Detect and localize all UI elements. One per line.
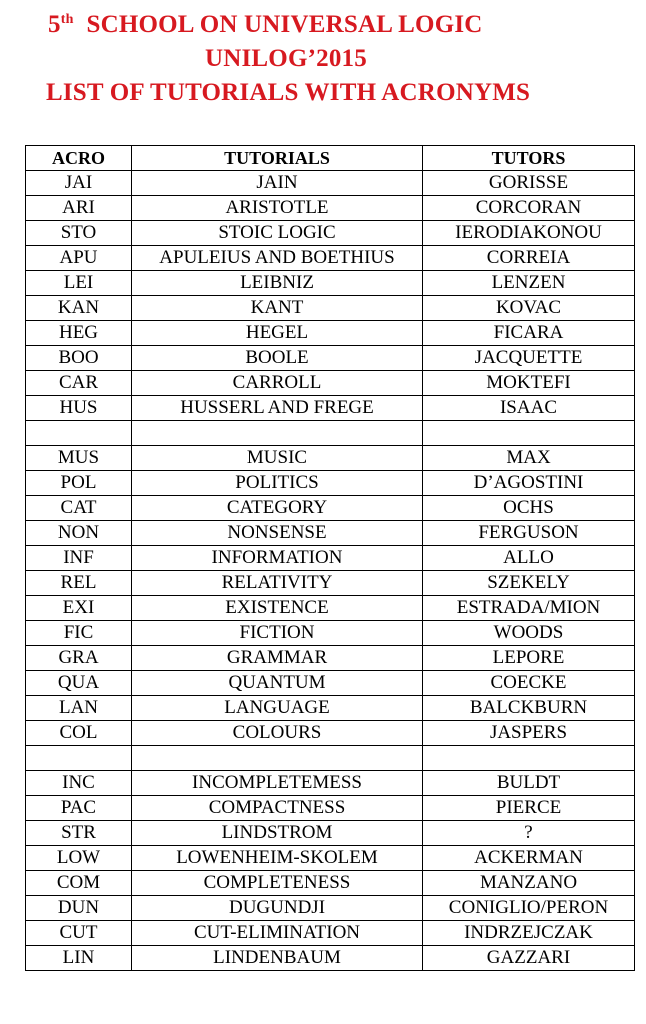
table-row xyxy=(26,771,635,796)
header-acro: ACRO xyxy=(26,146,132,171)
table-row xyxy=(26,296,635,321)
cell-acro: LAN xyxy=(26,696,132,721)
cell-tutor: CORCORAN xyxy=(423,196,635,221)
table-row xyxy=(26,421,635,446)
tutorials-table xyxy=(25,145,635,971)
title-ordinal-suffix: th xyxy=(60,12,74,27)
cell-acro: BOO xyxy=(26,346,132,371)
table-row xyxy=(26,471,635,496)
header-tutors: TUTORS xyxy=(423,146,635,171)
cell-tutorial: GRAMMAR xyxy=(132,646,423,671)
cell-acro: FIC xyxy=(26,621,132,646)
cell-tutor: INDRZEJCZAK xyxy=(423,921,635,946)
cell-tutorial: MUSIC xyxy=(132,446,423,471)
cell-acro: STO xyxy=(26,221,132,246)
cell-tutorial: LINDENBAUM xyxy=(132,946,423,971)
cell-tutor: MOKTEFI xyxy=(423,371,635,396)
table-row xyxy=(26,796,635,821)
cell-acro: HEG xyxy=(26,321,132,346)
cell-tutor: CORREIA xyxy=(423,246,635,271)
cell-acro: REL xyxy=(26,571,132,596)
cell-tutor: CONIGLIO/PERON xyxy=(423,896,635,921)
cell-tutor xyxy=(423,421,635,446)
cell-acro: QUA xyxy=(26,671,132,696)
cell-tutorial: INFORMATION xyxy=(132,546,423,571)
title-line-2: UNILOG’2015 xyxy=(205,45,367,72)
table-row xyxy=(26,396,635,421)
cell-acro xyxy=(26,421,132,446)
cell-tutor: FICARA xyxy=(423,321,635,346)
table-row xyxy=(26,371,635,396)
cell-tutor: IERODIAKONOU xyxy=(423,221,635,246)
cell-tutorial: LOWENHEIM-SKOLEM xyxy=(132,846,423,871)
cell-tutorial: STOIC LOGIC xyxy=(132,221,423,246)
table-row xyxy=(26,346,635,371)
cell-tutor: MANZANO xyxy=(423,871,635,896)
cell-tutor: BALCKBURN xyxy=(423,696,635,721)
cell-acro: COM xyxy=(26,871,132,896)
table-row xyxy=(26,596,635,621)
table-row xyxy=(26,696,635,721)
cell-acro: LOW xyxy=(26,846,132,871)
cell-tutorial: LANGUAGE xyxy=(132,696,423,721)
cell-tutorial: JAIN xyxy=(132,171,423,196)
header-tutorials: TUTORIALS xyxy=(132,146,423,171)
cell-tutor: COECKE xyxy=(423,671,635,696)
table-row xyxy=(26,446,635,471)
cell-tutor: ? xyxy=(423,821,635,846)
cell-acro: COL xyxy=(26,721,132,746)
title-line-3: LIST OF TUTORIALS WITH ACRONYMS xyxy=(46,79,531,106)
cell-tutor: GORISSE xyxy=(423,171,635,196)
table-row xyxy=(26,846,635,871)
title-ordinal: 5 xyxy=(48,11,61,38)
cell-tutorial: COMPACTNESS xyxy=(132,796,423,821)
cell-tutorial: APULEIUS AND BOETHIUS xyxy=(132,246,423,271)
cell-tutorial: CATEGORY xyxy=(132,496,423,521)
cell-acro: CUT xyxy=(26,921,132,946)
cell-tutorial: COLOURS xyxy=(132,721,423,746)
cell-tutorial: POLITICS xyxy=(132,471,423,496)
cell-tutor: ESTRADA/MION xyxy=(423,596,635,621)
table-row xyxy=(26,896,635,921)
cell-acro: NON xyxy=(26,521,132,546)
cell-tutor: JACQUETTE xyxy=(423,346,635,371)
cell-acro: EXI xyxy=(26,596,132,621)
table-row xyxy=(26,871,635,896)
cell-tutorial: CARROLL xyxy=(132,371,423,396)
cell-acro xyxy=(26,746,132,771)
cell-tutor: GAZZARI xyxy=(423,946,635,971)
cell-acro: JAI xyxy=(26,171,132,196)
table-row xyxy=(26,621,635,646)
cell-tutor: OCHS xyxy=(423,496,635,521)
table-row xyxy=(26,521,635,546)
table-row xyxy=(26,721,635,746)
cell-acro: LEI xyxy=(26,271,132,296)
cell-acro: PAC xyxy=(26,796,132,821)
cell-acro: MUS xyxy=(26,446,132,471)
header-row xyxy=(26,146,635,171)
table-row xyxy=(26,746,635,771)
cell-acro: APU xyxy=(26,246,132,271)
cell-acro: DUN xyxy=(26,896,132,921)
cell-tutor: MAX xyxy=(423,446,635,471)
cell-tutorial: QUANTUM xyxy=(132,671,423,696)
cell-tutorial: KANT xyxy=(132,296,423,321)
cell-tutorial: FICTION xyxy=(132,621,423,646)
table-row xyxy=(26,246,635,271)
table-row xyxy=(26,821,635,846)
cell-tutor: JASPERS xyxy=(423,721,635,746)
title-block xyxy=(0,0,646,130)
cell-acro: INF xyxy=(26,546,132,571)
cell-tutorial: ARISTOTLE xyxy=(132,196,423,221)
cell-acro: HUS xyxy=(26,396,132,421)
cell-tutor: FERGUSON xyxy=(423,521,635,546)
cell-acro: LIN xyxy=(26,946,132,971)
cell-acro: ARI xyxy=(26,196,132,221)
cell-tutorial: NONSENSE xyxy=(132,521,423,546)
cell-tutor: WOODS xyxy=(423,621,635,646)
table-row xyxy=(26,171,635,196)
table-row xyxy=(26,671,635,696)
table-row xyxy=(26,546,635,571)
cell-tutor: SZEKELY xyxy=(423,571,635,596)
cell-tutor xyxy=(423,746,635,771)
cell-tutor: LENZEN xyxy=(423,271,635,296)
table-header xyxy=(26,146,635,171)
table-row xyxy=(26,271,635,296)
cell-tutor: ALLO xyxy=(423,546,635,571)
table-row xyxy=(26,321,635,346)
cell-tutorial: RELATIVITY xyxy=(132,571,423,596)
cell-acro: POL xyxy=(26,471,132,496)
cell-tutorial: LEIBNIZ xyxy=(132,271,423,296)
cell-tutorial: DUGUNDJI xyxy=(132,896,423,921)
cell-acro: KAN xyxy=(26,296,132,321)
table-row xyxy=(26,571,635,596)
title-school-name: SCHOOL ON UNIVERSAL LOGIC xyxy=(73,11,483,38)
title-line-1 xyxy=(48,11,483,39)
cell-tutorial: HUSSERL AND FREGE xyxy=(132,396,423,421)
cell-acro: CAR xyxy=(26,371,132,396)
cell-tutorial: LINDSTROM xyxy=(132,821,423,846)
table-row xyxy=(26,496,635,521)
table-row xyxy=(26,196,635,221)
cell-tutor: ACKERMAN xyxy=(423,846,635,871)
cell-tutor: ISAAC xyxy=(423,396,635,421)
cell-tutor: LEPORE xyxy=(423,646,635,671)
table-body xyxy=(26,171,635,971)
cell-tutorial: EXISTENCE xyxy=(132,596,423,621)
cell-acro: CAT xyxy=(26,496,132,521)
table-row xyxy=(26,646,635,671)
cell-tutorial xyxy=(132,746,423,771)
cell-tutor: PIERCE xyxy=(423,796,635,821)
cell-tutorial: COMPLETENESS xyxy=(132,871,423,896)
cell-acro: GRA xyxy=(26,646,132,671)
cell-tutor: D’AGOSTINI xyxy=(423,471,635,496)
cell-tutor: BULDT xyxy=(423,771,635,796)
cell-acro: INC xyxy=(26,771,132,796)
cell-tutorial: CUT-ELIMINATION xyxy=(132,921,423,946)
cell-tutorial: BOOLE xyxy=(132,346,423,371)
cell-acro: STR xyxy=(26,821,132,846)
cell-tutorial: HEGEL xyxy=(132,321,423,346)
cell-tutor: KOVAC xyxy=(423,296,635,321)
cell-tutorial: INCOMPLETEMESS xyxy=(132,771,423,796)
table-row xyxy=(26,221,635,246)
table-row xyxy=(26,946,635,971)
cell-tutorial xyxy=(132,421,423,446)
table-row xyxy=(26,921,635,946)
